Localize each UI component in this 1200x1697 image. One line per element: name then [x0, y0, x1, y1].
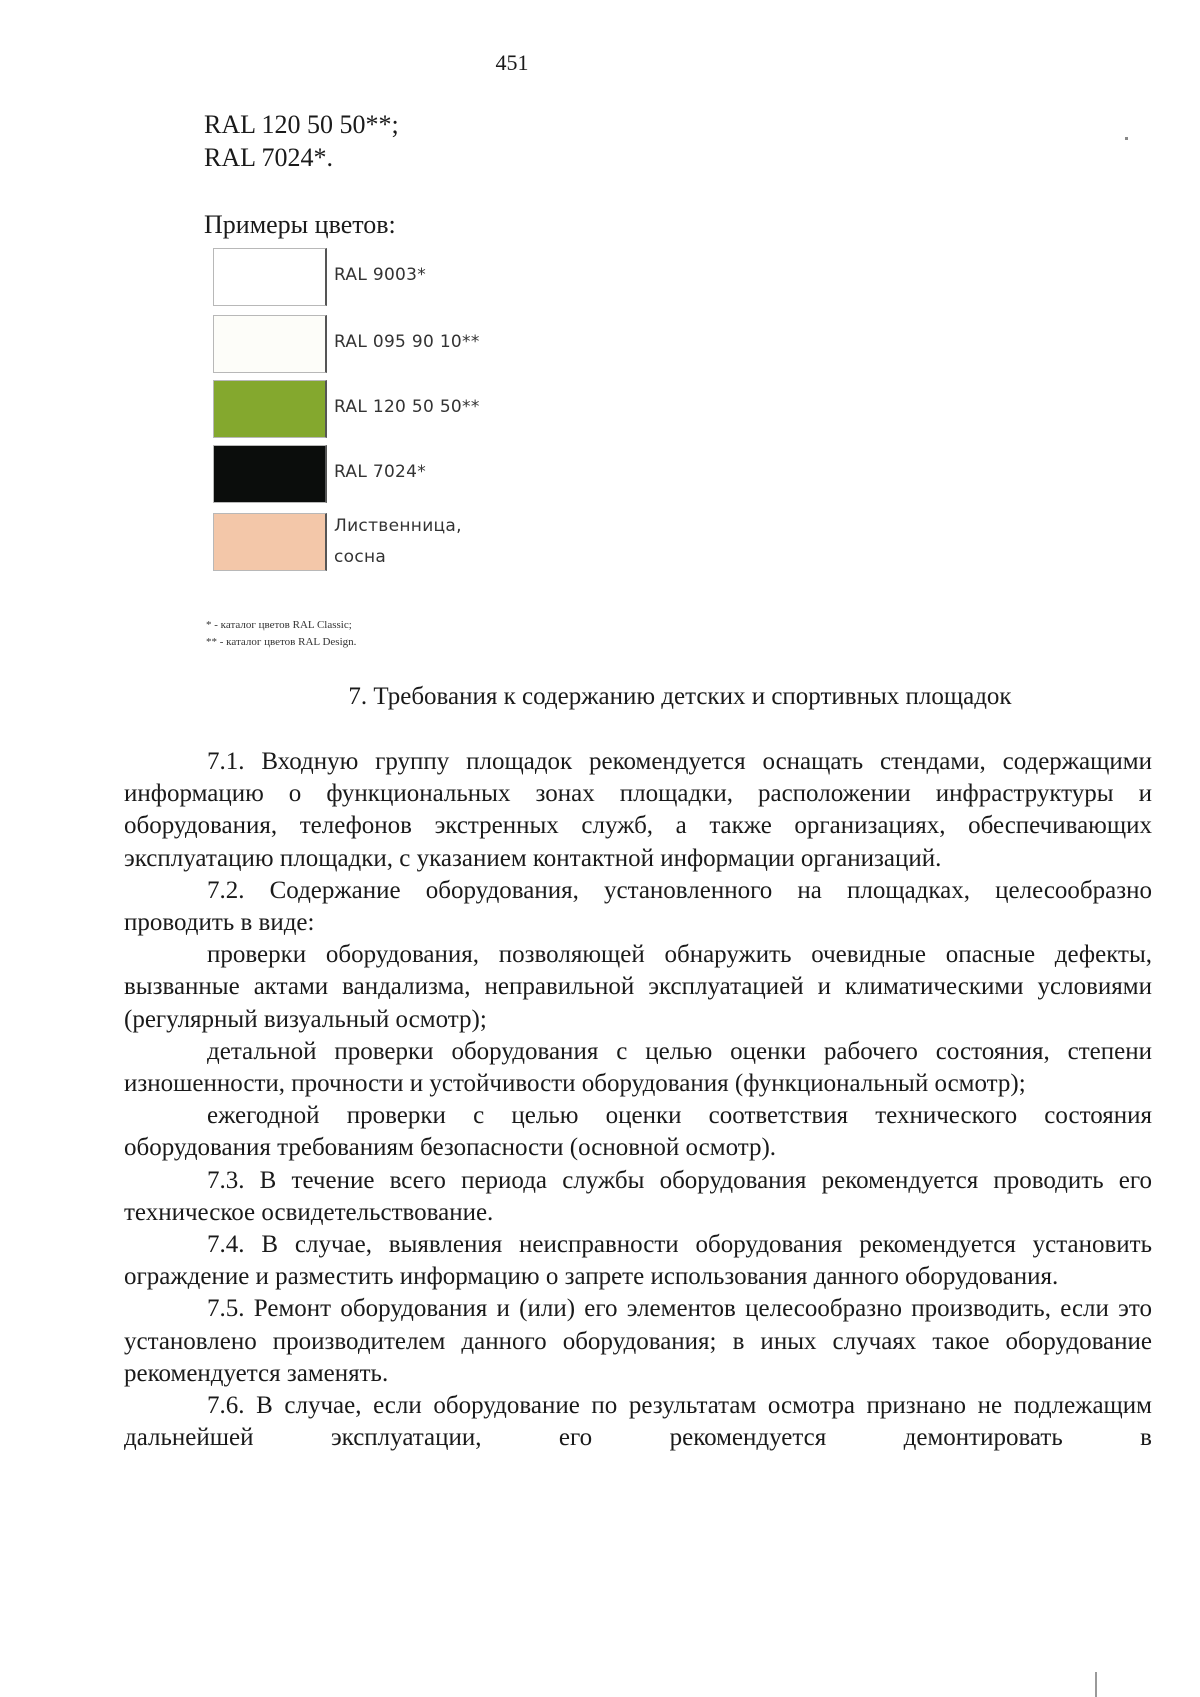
footnote: ** - каталог цветов RAL Design. [206, 636, 357, 648]
page-number: 451 [495, 50, 529, 75]
section-heading: 7. Требования к содержанию детских и спортивных площадок [348, 683, 1012, 710]
paragraph-7-2: 7.2. Содержание оборудования, установленного на площадках, целесообразно проводить в виде: [124, 876, 1152, 937]
color-swatch-row [213, 445, 613, 503]
footnotes [206, 617, 356, 651]
color-swatch [213, 315, 327, 373]
color-swatch-label: RAL 095 90 10** [334, 332, 480, 352]
color-swatch-label: RAL 7024* [334, 462, 427, 482]
footnote: * - каталог цветов RAL Classic; [206, 619, 352, 631]
color-swatch [213, 380, 327, 438]
color-swatch-label: RAL 9003* [334, 265, 427, 285]
scan-artifact [1125, 137, 1128, 140]
color-swatch-row [213, 315, 613, 373]
paragraph-7-3: 7.3. В течение всего периода службы оборудования рекомендуется проводить его техническое освидетельствование. [124, 1166, 1152, 1226]
color-swatch-row [213, 513, 613, 571]
color-swatch [213, 513, 327, 571]
color-swatch-label: Лиственница, сосна [334, 516, 462, 567]
paragraph-7-4: 7.4. В случае, выявления неисправности оборудования рекомендуется установить ограждение и разместить информацию о запрете использования данного оборудования. [124, 1231, 1152, 1291]
list-item-visual-inspection: проверки оборудования, позволяющей обнаружить очевидные опасные дефекты, вызванные актами вандализма, неправильной эксплуатацией и климатическими условиями (регулярный визуальный осмотр); [124, 941, 1152, 1033]
body-text [124, 746, 1152, 1454]
paragraph-7-6: 7.6. В случае, если оборудование по результатам осмотра признано не подлежащим дальнейшей эксплуатации, его рекомендуется демонтировать в [124, 1392, 1152, 1452]
color-swatch [213, 445, 327, 503]
list-item-main-inspection: ежегодной проверки с целью оценки соответствия технического состояния оборудования требованиям безопасности (основной осмотр). [124, 1102, 1152, 1162]
list-item-functional-inspection: детальной проверки оборудования с целью оценки рабочего состояния, степени изношенности, прочности и устойчивости оборудования (функциональный осмотр); [124, 1037, 1152, 1098]
color-swatch-row [213, 380, 613, 438]
scan-artifact [1095, 1672, 1097, 1697]
color-swatch [213, 248, 327, 306]
color-examples-title: Примеры цветов: [204, 210, 396, 239]
ral-color-item: RAL 120 50 50**; [204, 110, 399, 139]
ral-color-item: RAL 7024*. [204, 143, 334, 172]
paragraph-7-5: 7.5. Ремонт оборудования и (или) его элементов целесообразно производить, если это установлено производителем данного оборудования; в иных случаях такое оборудование рекомендуется заменять. [124, 1295, 1152, 1387]
paragraph-7-1: 7.1. Входную группу площадок рекомендуется оснащать стендами, содержащими информацию о функциональных зонах площадки, расположении инфраструктуры и оборудования, телефонов экстренных служб, а также организациях, обеспечивающих эксплуатацию площадки, с указанием контактной информации организаций. [124, 748, 1152, 872]
ral-color-list [204, 108, 399, 174]
color-swatch-label: RAL 120 50 50** [334, 397, 480, 417]
color-swatch-row [213, 248, 613, 306]
